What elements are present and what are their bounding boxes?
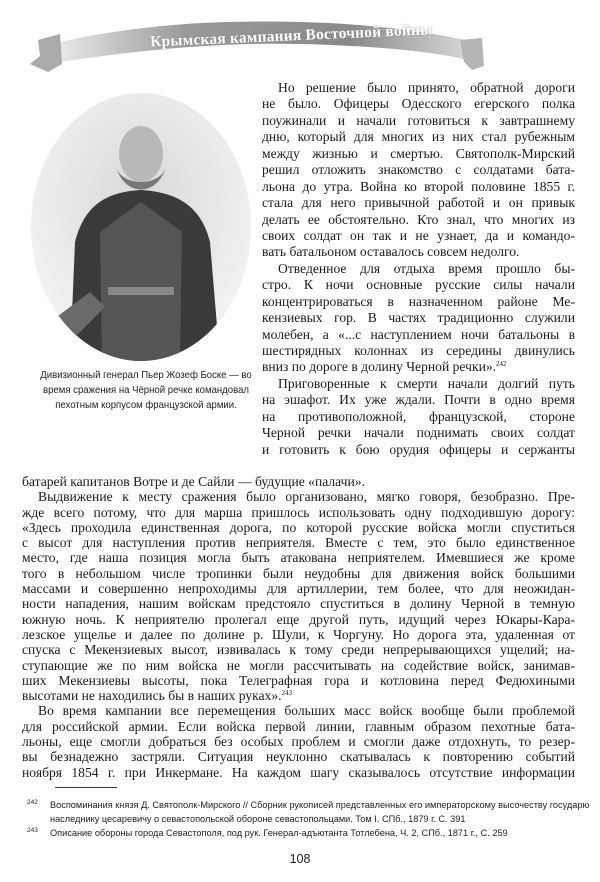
line-text: высотами не находились бы в наших руках».	[22, 688, 282, 704]
line-text: между жизнью и смертью. Святополк-Мирский	[262, 145, 575, 161]
footnote-number: 243	[27, 827, 38, 834]
line-text: ности нападения, нашим войскам предстояло спуститься в долину Черной в темную	[22, 596, 575, 612]
footnote	[22, 826, 575, 840]
text-line	[262, 179, 575, 195]
footnote-text: Описание обороны города Севастополя, под рук. Генерал-адъютанта Тотлебена, Ч. 2, СПб., 1871 г., С. 259	[50, 828, 508, 838]
text-line	[262, 113, 575, 129]
text-line	[22, 505, 575, 520]
text-line	[22, 627, 575, 642]
text-line	[22, 489, 575, 504]
line-text: кензиевых гор. В частях традиционно служили	[262, 310, 575, 326]
full-width-text	[22, 474, 575, 780]
line-text: на эшафот. Их уже ждали. Почти в одно время	[262, 392, 575, 408]
text-line	[22, 550, 575, 565]
text-line	[22, 581, 575, 596]
text-line	[262, 96, 575, 112]
text-line	[262, 376, 575, 392]
line-text: молебен, а «...с наступлением ночи батальоны в	[262, 326, 575, 342]
line-text: льона до утра. Война ко второй половине 1855 г.	[262, 178, 575, 194]
line-text: концентрироваться в назначенном районе Ме-	[262, 293, 575, 309]
line-text: поужинали и начали готовиться к завтрашнему	[262, 112, 575, 128]
line-text: Приговоренные к смерти начали долгий путь	[278, 375, 575, 391]
text-line	[262, 392, 575, 408]
line-text: для российской армии. Если войска первой линии, главным образом пехотные бата-	[22, 718, 575, 734]
line-text: Выдвижение к месту сражения было организовано, мягко говоря, безобразно. Пре-	[38, 489, 575, 505]
text-line	[22, 703, 575, 718]
line-text: массами и совершенно непроходимы для артиллерии, тем более, что для неожидан-	[22, 581, 575, 597]
line-text: вы безнадежно застряли. Ситуация неуклонно скатывалась к повторению событий	[22, 749, 575, 765]
text-line	[262, 343, 575, 359]
line-text: Во время кампании все перемещения больших масс войск вообще были проблемой	[38, 703, 575, 719]
text-line	[262, 425, 575, 441]
text-line	[262, 310, 575, 326]
text-line	[262, 294, 575, 310]
text-line	[22, 734, 575, 749]
line-text: вать батальоном оставалось совсем недолго.	[262, 244, 520, 260]
line-text: ступающие же по ним войска не могли рассчитывать на содействие войск, занимав-	[22, 657, 575, 673]
line-text: Но решение было принято, обратной дороги	[278, 80, 575, 95]
text-line	[262, 162, 575, 178]
text-line	[262, 212, 575, 228]
line-text: «Здесь проходила единственная дорога, по которой русские войска могли спуститься	[22, 519, 575, 535]
line-text: льоны, еще смогли добраться без особых проблем и смогли даже отдохнуть, то резер-	[22, 734, 575, 750]
line-text: стала для него привычной работой и он привык	[262, 195, 575, 211]
figure-caption: Дивизионный генерал Пьер Жозеф Боске — во время сражения на Чёрной речке командовал пехотным корпусом французской армии.	[40, 370, 252, 411]
footnotes	[22, 798, 590, 840]
line-text: не было. Офицеры Одесского егерского полка	[262, 96, 575, 112]
footnote-text: Воспоминания князя Д. Святополк-Мирского // Сборник рукописей представленных его императорскому высочеству государю	[50, 800, 590, 810]
text-line	[262, 261, 575, 277]
footnote-divider	[55, 787, 117, 788]
line-text: своих солдат он так и не узнает, да и командо-	[262, 227, 575, 243]
text-line	[22, 719, 575, 734]
line-text: стро. К ночи основные русские силы начали	[262, 277, 575, 293]
text-line	[22, 520, 575, 535]
line-text: решил отложить знакомство с солдатами бата-	[262, 162, 575, 178]
line-text: батарей капитанов Вотре и де Сайли — будущие «палачи».	[22, 474, 365, 489]
text-line	[262, 409, 575, 425]
text-line	[22, 673, 575, 688]
text-line	[22, 688, 575, 703]
line-text: жде всего потому, что для марша пришлось использовать одну подходившую дорогу:	[22, 504, 575, 520]
footnote	[22, 798, 590, 826]
text-line	[262, 442, 575, 458]
line-text: с высот для наступления против неприятеля. Вместе с тем, это было единственное	[22, 535, 575, 551]
line-text: вниз по дороге в долину Черной речки».	[262, 359, 497, 375]
text-line	[22, 596, 575, 611]
text-line	[262, 277, 575, 293]
text-line	[22, 474, 575, 489]
right-column-text	[262, 80, 575, 458]
text-line	[22, 642, 575, 657]
footnote-text: наследнику цесаревичу о севастопольской обороне севастопольцами. Том I. СПб., 1879 г. С. 391	[50, 814, 466, 824]
text-line	[262, 80, 575, 96]
general-portrait-icon	[30, 92, 252, 362]
line-text: и готовить к бою орудия офицеры и сержанты	[262, 441, 575, 457]
text-line	[262, 129, 575, 145]
running-header-title: Крымская кампания Восточной войны	[149, 21, 433, 51]
line-text: делать ее обстоятельно. Кто знал, что многих из	[262, 211, 575, 227]
line-text: шестирядных колоннах из середины двинулись	[262, 343, 575, 358]
text-line	[22, 612, 575, 627]
text-line	[22, 749, 575, 764]
footnote-ref[interactable]: 243	[281, 689, 293, 698]
text-line	[262, 195, 575, 211]
text-line	[262, 146, 575, 162]
line-text: того в небольшом числе тропинки были неудобны для движения войск большими	[22, 565, 575, 581]
page-number: 108	[289, 852, 311, 866]
line-text: ноября 1854 г. при Инкермане. На каждом шагу сказывалось отсутствие информации	[22, 764, 575, 780]
line-text: место, где наша позиция могла быть атакована неприятелем. Имевшиеся же кроме	[22, 550, 575, 566]
line-text: Черной речки начали поднимать своих солдат	[262, 425, 575, 441]
line-text: ших Мекензиевы высоты, пока Телеграфная гора и котловина перед Федюхиными	[22, 672, 575, 688]
text-line	[262, 228, 575, 244]
footnote-ref[interactable]: 242	[496, 360, 507, 369]
text-line	[22, 658, 575, 673]
footnote-number: 242	[27, 799, 38, 806]
line-text: на противоположной, французской, стороне	[262, 408, 575, 424]
text-line	[262, 359, 575, 375]
text-line	[22, 566, 575, 581]
text-line	[22, 535, 575, 550]
portrait-photo	[30, 92, 252, 362]
line-text: дню, который для многих из них стал рубежным	[262, 129, 575, 145]
text-line	[262, 327, 575, 343]
line-text: спуска с Мекензиевых высот, извивалась к тому среди непрерывающихся ущелий; на-	[22, 642, 575, 658]
line-text: южную ночь. К неприятелю пролегал еще другой путь, идущий через Юкары-Кара-	[22, 611, 575, 627]
line-text: Отведенное для отдыха время прошло бы-	[278, 260, 575, 276]
text-line	[22, 765, 575, 780]
line-text: лезское ущелье и далее по долине р. Шули, к Чоргуну. Но дорога эта, удаленная от	[22, 626, 575, 642]
text-line	[262, 244, 575, 260]
